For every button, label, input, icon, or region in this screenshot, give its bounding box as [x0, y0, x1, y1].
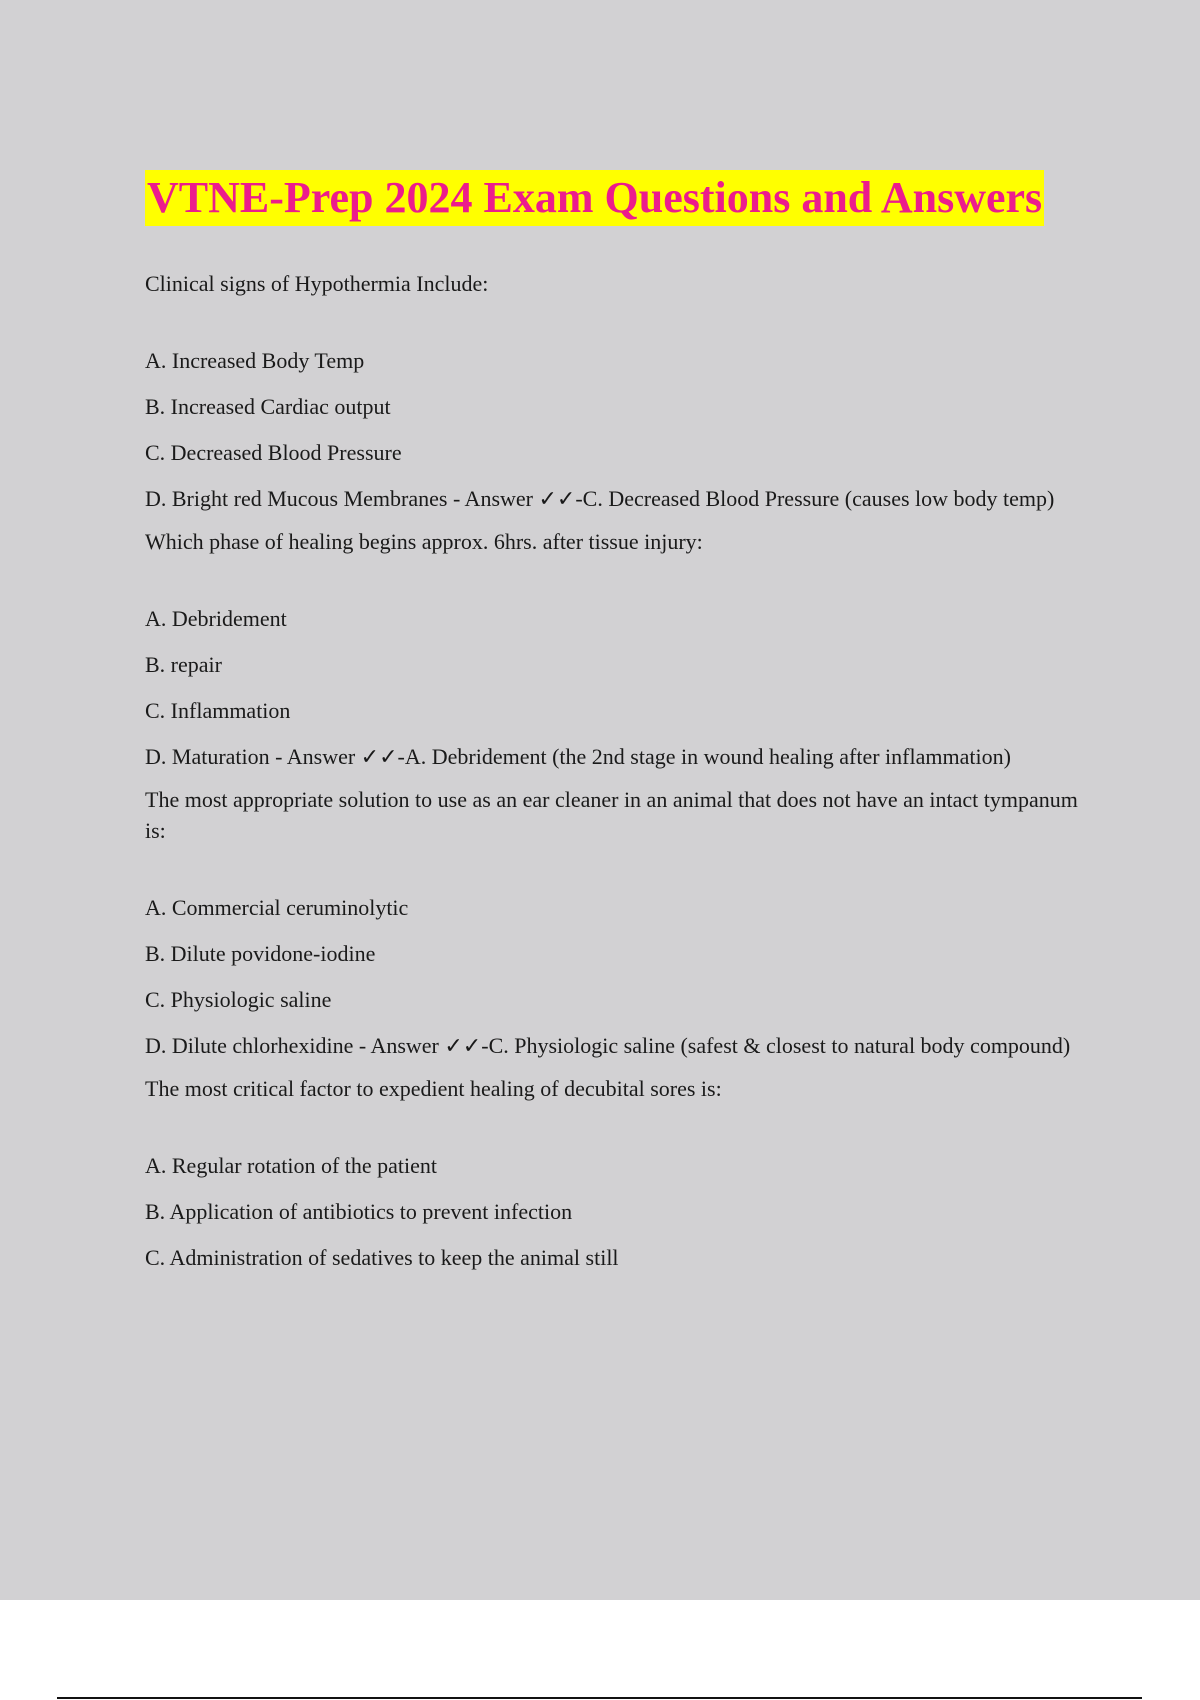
question-block — [145, 526, 1090, 772]
question-text: The most critical factor to expedient healing of decubital sores is: — [145, 1076, 722, 1101]
answer-option: B. repair — [145, 652, 222, 677]
answer-option: A. Increased Body Temp — [145, 348, 365, 373]
question-block — [145, 784, 1090, 1061]
footer-rule — [57, 1697, 1142, 1699]
answer-option: C. Decreased Blood Pressure — [145, 440, 402, 465]
question-block — [145, 1073, 1090, 1273]
answer-option: B. Application of antibiotics to prevent infection — [145, 1199, 573, 1224]
question-text: Which phase of healing begins approx. 6hrs. after tissue injury: — [145, 529, 703, 554]
question-text: Clinical signs of Hypothermia Include: — [145, 271, 489, 296]
answer-option: A. Debridement — [145, 606, 287, 631]
question-text: The most appropriate solution to use as an ear cleaner in an animal that does not have an intact tympanum is: — [145, 787, 1078, 843]
answer-option: B. Dilute povidone-iodine — [145, 941, 376, 966]
answer-option: A. Regular rotation of the patient — [145, 1153, 438, 1178]
question-list — [145, 268, 1090, 1288]
answer-option: C. Physiologic saline — [145, 987, 332, 1012]
answer-option: B. Increased Cardiac output — [145, 394, 391, 419]
answer-option: A. Commercial ceruminolytic — [145, 895, 409, 920]
answer-option: C. Inflammation — [145, 698, 291, 723]
question-block — [145, 268, 1090, 514]
answer-option-with-answer: D. Bright red Mucous Membranes - Answer ✓✓-C. Decreased Blood Pressure (causes low body temp) — [145, 486, 1055, 511]
document-title: VTNE-Prep 2024 Exam Questions and Answers — [145, 170, 1044, 226]
answer-option: C. Administration of sedatives to keep the animal still — [145, 1245, 619, 1270]
page-footer-area — [0, 1600, 1200, 1700]
answer-option-with-answer: D. Dilute chlorhexidine - Answer ✓✓-C. Physiologic saline (safest & closest to natural body compound) — [145, 1033, 1071, 1058]
answer-option-with-answer: D. Maturation - Answer ✓✓-A. Debridement (the 2nd stage in wound healing after inflammation) — [145, 744, 1011, 769]
